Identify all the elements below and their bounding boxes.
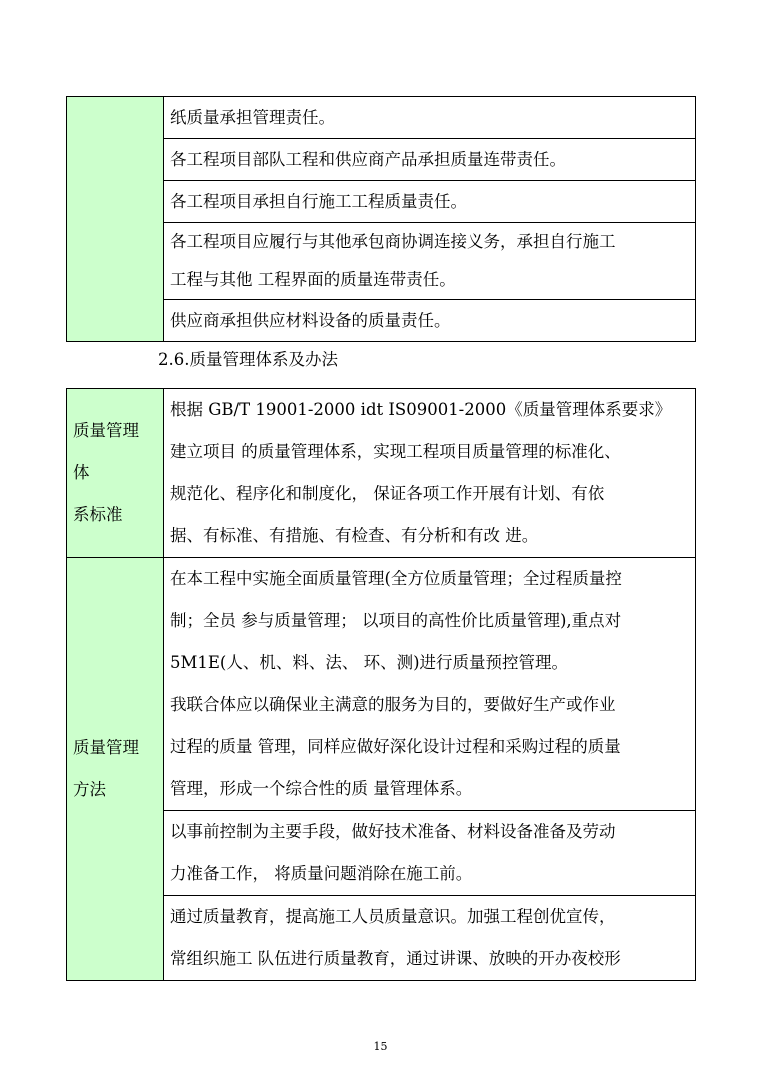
table-cell: 各工程项目应履行与其他承包商协调连接义务，承担自行施工 工程与其他 工程界面的质量连带责任。 — [164, 223, 696, 300]
table-cell: 通过质量教育，提高施工人员质量意识。加强工程创优宣传， 常组织施工 队伍进行质量教育，通过讲课、放映的开办夜校形 — [164, 896, 696, 981]
standard-label: 质量管理 体 系标准 — [67, 389, 164, 558]
responsibility-table — [66, 96, 696, 342]
page-number: 15 — [373, 1040, 388, 1053]
table-cell: 各工程项目部队工程和供应商产品承担质量连带责任。 — [164, 139, 696, 181]
quality-system-table — [66, 388, 696, 981]
table-cell: 根据 GB/T 19001-2000 idt IS09001-2000《质量管理体系要求》 建立项目 的质量管理体系，实现工程项目质量管理的标准化、 规范化、程序化和制度化， 保证各项工作开展有计划、有依 据、有标准、有措施、有检查、有分析和有改 进。 — [164, 389, 696, 558]
table-cell: 在本工程中实施全面质量管理(全方位质量管理；全过程质量控 制；全员 参与质量管理； 以项目的高性价比质量管理),重点对 5M1E(人、机、料、法、 环、测)进行质量预控管理。 我联合体应以确保业主满意的服务为目的，要做好生产或作业 过程的质量 管理，同样应做好深化设计过程和采购过程的质量 管理，形成一个综合性的质 量管理体系。 — [164, 558, 696, 811]
table-cell: 各工程项目承担自行施工工程质量责任。 — [164, 181, 696, 223]
table-cell: 供应商承担供应材料设备的质量责任。 — [164, 300, 696, 342]
method-label: 质量管理 方法 — [67, 558, 164, 981]
table-cell: 以事前控制为主要手段，做好技术准备、材料设备准备及劳动 力准备工作， 将质量问题消除在施工前。 — [164, 811, 696, 896]
side-column — [67, 97, 164, 342]
table-row — [67, 97, 696, 139]
table-row — [67, 389, 696, 558]
section-heading: 2.6.质量管理体系及办法 — [158, 350, 338, 369]
table-cell: 纸质量承担管理责任。 — [164, 97, 696, 139]
table-row — [67, 558, 696, 811]
